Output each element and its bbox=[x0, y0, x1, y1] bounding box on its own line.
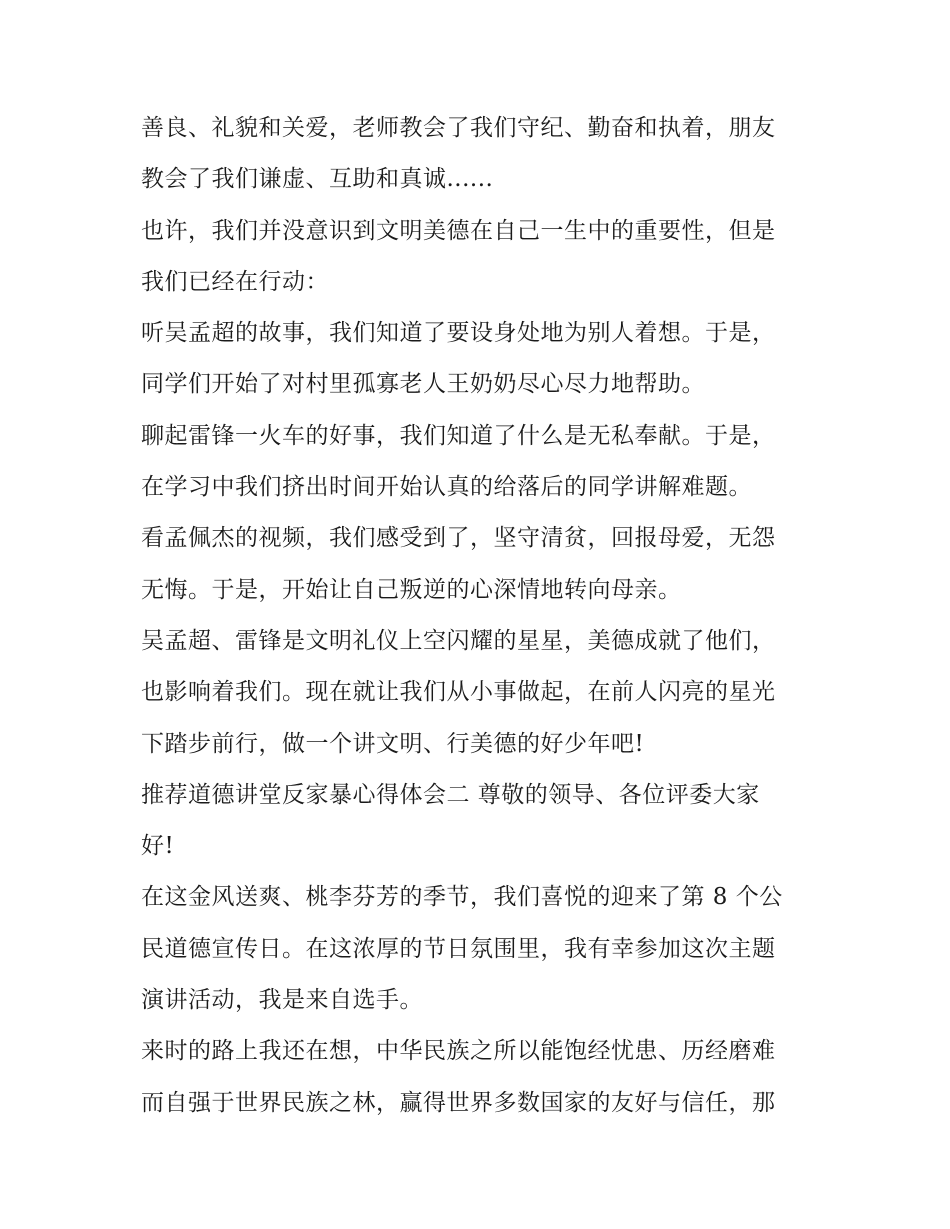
text-line: 好! bbox=[141, 833, 175, 860]
text-line: 也许，我们并没意识到文明美德在自己一生中的重要性，但是 bbox=[141, 217, 776, 244]
text-line: 推荐道德讲堂反家暴心得体会二 尊敬的领导、各位评委大家 bbox=[141, 781, 760, 808]
text-line: 演讲活动，我是来自选手。 bbox=[141, 987, 423, 1014]
document-body bbox=[141, 103, 821, 1129]
text-line: 聊起雷锋一火车的好事，我们知道了什么是无私奉献。于是， bbox=[141, 422, 776, 449]
text-line: 也影响着我们。现在就让我们从小事做起，在前人闪亮的星光 bbox=[141, 679, 776, 706]
text-line: 听吴孟超的故事，我们知道了要设身处地为别人着想。于是， bbox=[141, 320, 776, 347]
text-line: 善良、礼貌和关爱，老师教会了我们守纪、勤奋和执着，朋友 bbox=[141, 115, 776, 141]
text-line: 吴孟超、雷锋是文明礼仪上空闪耀的星星，美德成就了他们， bbox=[141, 627, 776, 654]
text-line: 看孟佩杰的视频，我们感受到了，坚守清贫，回报母爱，无怨 bbox=[141, 525, 776, 552]
text-line: 在学习中我们挤出时间开始认真的给落后的同学讲解难题。 bbox=[141, 474, 752, 501]
text-line: 来时的路上我还在想，中华民族之所以能饱经忧患、历经磨难 bbox=[141, 1038, 776, 1065]
text-line: 下踏步前行，做一个讲文明、行美德的好少年吧! bbox=[141, 730, 645, 757]
text-line: 教会了我们谦虚、互助和真诚...... bbox=[141, 166, 494, 193]
text-line: 无悔。于是，开始让自己叛逆的心深情地转向母亲。 bbox=[141, 576, 682, 603]
text-line: 在这金风送爽、桃李芬芳的季节，我们喜悦的迎来了第 8 个公 bbox=[141, 884, 783, 911]
text-line: 而自强于世界民族之林，赢得世界多数国家的友好与信任，那 bbox=[141, 1089, 776, 1116]
text-line: 同学们开始了对村里孤寡老人王奶奶尽心尽力地帮助。 bbox=[141, 371, 705, 398]
text-line: 我们已经在行动： bbox=[141, 268, 329, 295]
text-line: 民道德宣传日。在这浓厚的节日氛围里，我有幸参加这次主题 bbox=[141, 935, 776, 962]
